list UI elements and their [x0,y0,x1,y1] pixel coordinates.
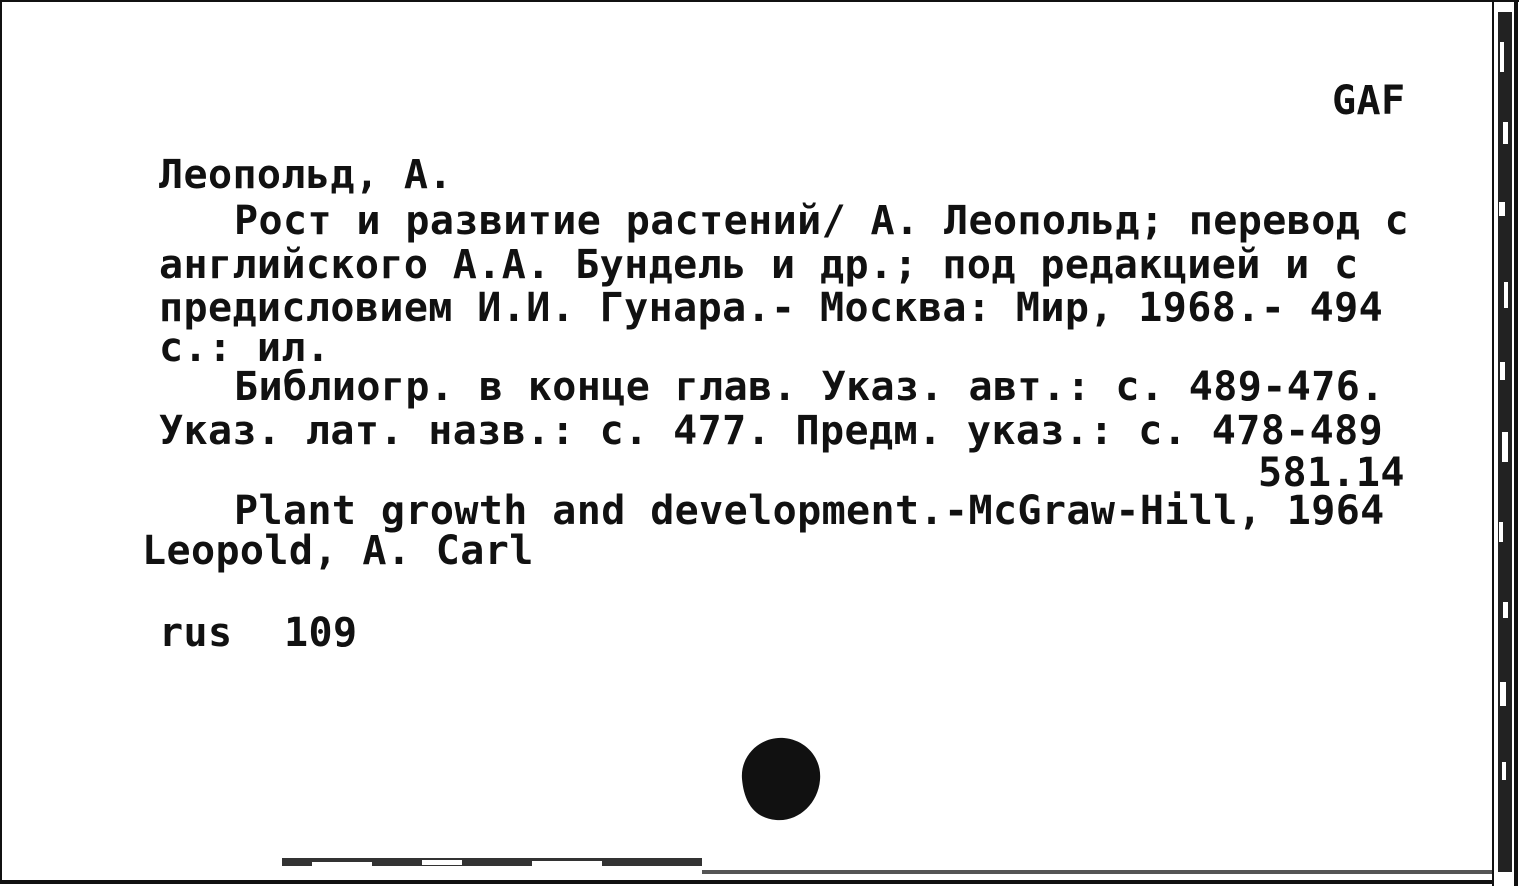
title-line-4: с.: ил. [159,325,331,371]
notes-line-2: Указ. лат. назв.: с. 477. Предм. указ.: с. 478-489 [159,408,1384,454]
classification-number: 581.14 [1258,450,1405,496]
author-heading: Леопольд, А. [159,152,453,198]
call-number: GAF [1332,78,1406,124]
card-right-edge [1490,2,1519,886]
title-line-2: английского А.А. Бундель и др.; под редакцией и с [159,242,1359,288]
card-bottom-line [2,880,1492,884]
language-code: rus [159,610,233,656]
original-title: Plant growth and development.-McGraw-Hill, 1964 [234,488,1385,534]
original-author: Leopold, A. Carl [142,528,534,574]
punch-hole [732,734,824,824]
title-line-3: предисловием И.И. Гунара.- Москва: Мир, 1968.- 494 [159,285,1384,331]
title-line-1: Рост и развитие растений/ А. Леопольд; перевод с [234,198,1410,244]
notes-line-1: Библиогр. в конце глав. Указ. авт.: с. 489-476. [234,364,1385,410]
record-number: 109 [284,610,358,656]
